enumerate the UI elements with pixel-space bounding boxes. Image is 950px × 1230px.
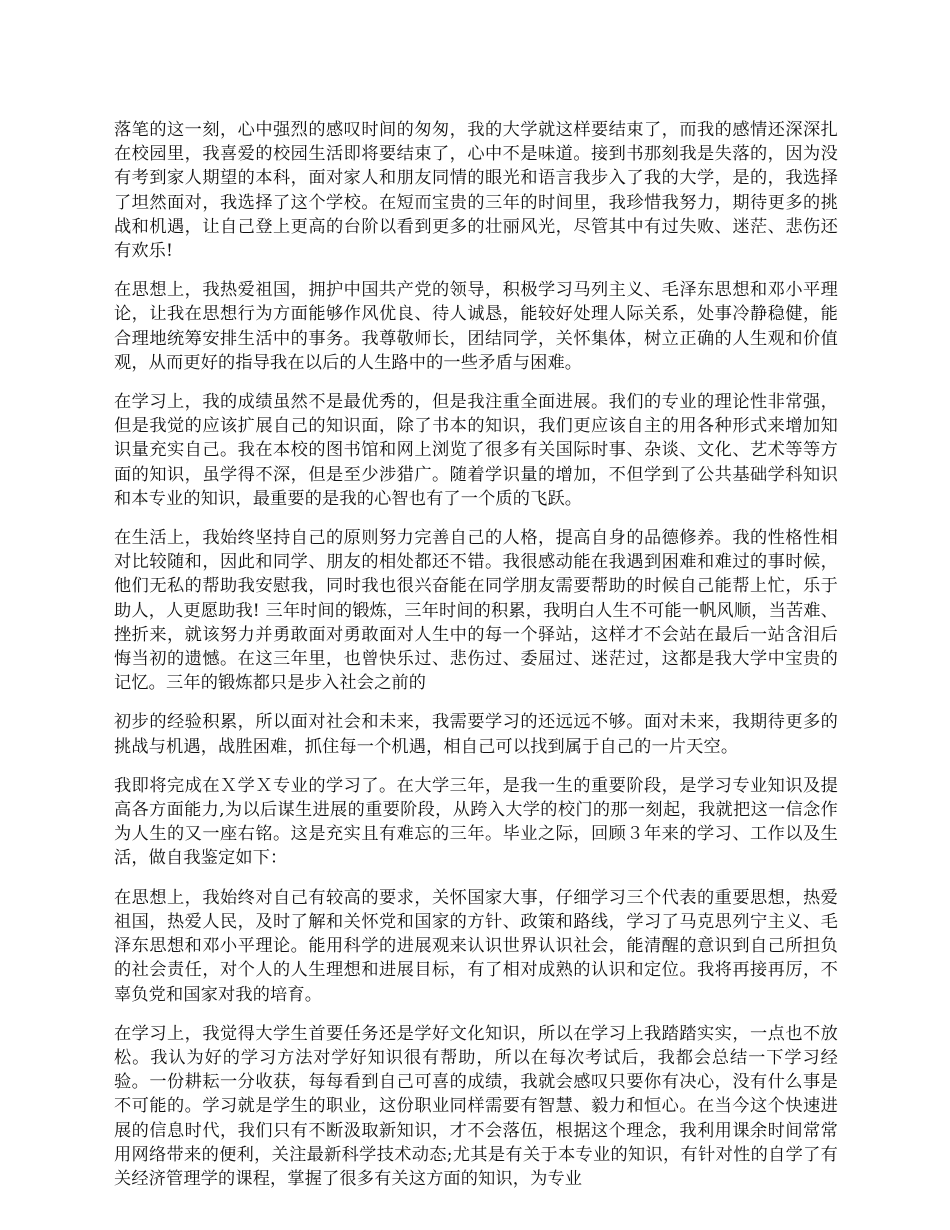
document-body bbox=[114, 118, 838, 1206]
paragraph-thought: 在思想上，我热爱祖国，拥护中国共产党的领导，积极学习马列主义、毛泽东思想和邓小平理论，让我在思想行为方面能够作风优良、待人诚恳，能较好处理人际关系，处事冷静稳健，能合理地统筹安排生活中的事务。我尊敬师长，团结同学，关怀集体，树立正确的人生观和价值观，从而更好的指导我在以后的人生路中的一些矛盾与困难。 bbox=[114, 280, 838, 373]
paragraph-life: 在生活上，我始终坚持自己的原则努力完善自己的人格，提高自身的品德修养。我的性格性相对比较随和，因此和同学、朋友的相处都还不错。我很感动能在我遇到困难和难过的事时候，他们无私的帮助我安慰我，同时我也很兴奋能在同学朋友需要帮助的时候自己能帮上忙，乐于助人，人更愿助我! 三年时间的锻炼，三年时间的积累，我明白人生不可能一帆风顺，当苦难、挫折来，就该努力并勇敢面对勇敢面对人生中的每一个驿站，这样才不会站在最后一站含泪后悔当初的遗憾。在这三年里，也曾快乐过、悲伤过、委屈过、迷茫过，这都是我大学中宝贵的记忆。三年的锻炼都只是步入社会之前的 bbox=[114, 528, 838, 694]
paragraph-intro-self-assessment: 我即将完成在Ｘ学Ｘ专业的学习了。在大学三年，是我一生的重要阶段，是学习专业知识及提高各方面能力,为以后谋生进展的重要阶段，从跨入大学的校门的那一刻起，我就把这一信念作为人生的又一座右铭。这是充实且有难忘的三年。毕业之际，回顾３年来的学习、工作以及生活，做自我鉴定如下： bbox=[114, 775, 838, 869]
paragraph-study: 在学习上，我的成绩虽然不是最优秀的，但是我注重全面进展。我们的专业的理论性非常强，但是我觉的应该扩展自己的知识面，除了书本的知识，我们更应该自主的用各种形式来增加知识量充实自己。我在本校的图书馆和网上浏览了很多有关国际时事、杂谈、文化、艺术等等方面的知识，虽学得不深，但是至少涉猎广。随着学识量的增加，不但学到了公共基础学科知识和本专业的知识，最重要的是我的心智也有了一个质的飞跃。 bbox=[114, 392, 838, 509]
paragraph-study-2: 在学习上，我觉得大学生首要任务还是学好文化知识，所以在学习上我踏踏实实，一点也不放松。我认为好的学习方法对学好知识很有帮助，所以在每次考试后，我都会总结一下学习经验。一份耕耘一分收获，每每看到自己可喜的成绩，我就会感叹只要你有决心，没有什么事是不可能的。学习就是学生的职业，这份职业同样需要有智慧、毅力和恒心。在当今这个快速进展的信息时代，我们只有不断汲取新知识，才不会落伍，根据这个理念，我利用课余时间常常用网络带来的便利，关注最新科学技术动态;尤其是有关于本专业的知识，有针对性的自学了有关经济管理学的课程，掌握了很多有关这方面的知识，为专业 bbox=[114, 1023, 838, 1189]
paragraph-opening: 落笔的这一刻，心中强烈的感叹时间的匆匆，我的大学就这样要结束了，而我的感情还深深扎在校园里，我喜爱的校园生活即将要结束了，心中不是味道。接到书那刻我是失落的，因为没有考到家人期望的本科，面对家人和朋友同情的眼光和语言我步入了我的大学，是的，我选择了坦然面对，我选择了这个学校。在短而宝贵的三年的时间里，我珍惜我努力，期待更多的挑战和机遇，让自己登上更高的台阶以看到更多的壮丽风光，尽管其中有过失败、迷茫、悲伤还有欢乐! bbox=[114, 120, 838, 262]
paragraph-thought-2: 在思想上，我始终对自己有较高的要求，关怀国家大事，仔细学习三个代表的重要思想，热爱祖国，热爱人民，及时了解和关怀党和国家的方针、政策和路线，学习了马克思列宁主义、毛泽东思想和邓小平理论。能用科学的进展观来认识世界认识社会，能清醒的意识到自己所担负的社会责任，对个人的人生理想和进展目标，有了相对成熟的认识和定位。我将再接再厉，不辜负党和国家对我的培育。 bbox=[114, 887, 838, 1005]
paragraph-life-continued: 初步的经验积累，所以面对社会和未来，我需要学习的还远远不够。面对未来，我期待更多的挑战与机遇，战胜困难，抓住每一个机遇，相自己可以找到属于自己的一片天空。 bbox=[114, 712, 838, 757]
